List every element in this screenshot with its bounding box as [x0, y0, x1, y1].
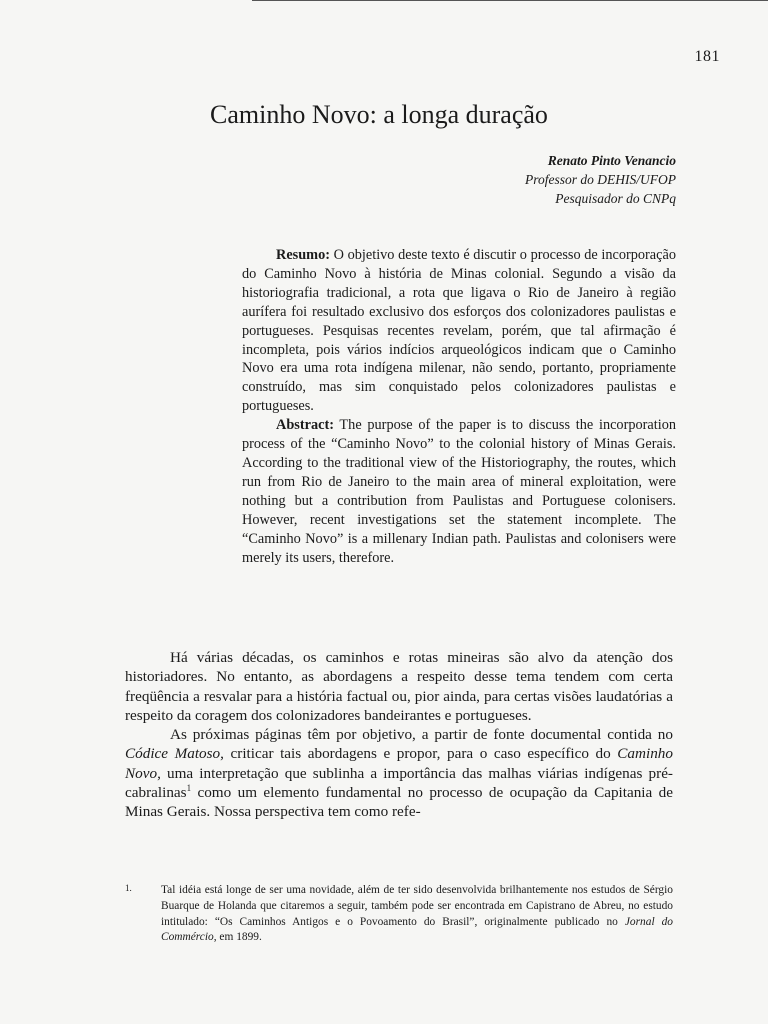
body-p2-part-a: As próximas páginas têm por objetivo, a partir de fonte documental contida no [170, 726, 673, 744]
body-p2-part-d: como um elemento fundamental no processo de ocupação da Capitania de Minas Gerais. Nossa perspectiva tem como refe- [125, 784, 673, 821]
author-block [525, 151, 676, 208]
author-name: Renato Pinto Venancio [547, 153, 676, 168]
footnote-number: 1. [125, 883, 132, 893]
footnote-journal-italic: Jornal do Commércio [161, 915, 673, 944]
abstract-block [242, 246, 676, 567]
body-paragraph-1: Há várias décadas, os caminhos e rotas mineiras são alvo da atenção dos historiadores. No entanto, as abordagens a respeito desse tema tendem com certa freqüência a resvalar para a história factual ou, pior ainda, para certas visões laudatórias a respeito da coragem dos colonizadores bandeirantes e portugueses. [125, 649, 673, 724]
author-affiliation-2: Pesquisador do CNPq [555, 191, 676, 206]
footnote [125, 883, 673, 946]
top-rule [252, 0, 768, 1]
author-affiliation-1: Professor do DEHIS/UFOP [525, 172, 676, 187]
body-p2-part-c: , uma interpretação que sublinha a importância das malhas viárias indígenas pré-cabralinas [125, 764, 673, 802]
resumo-paragraph [242, 246, 676, 416]
footnote-text-b: , em 1899. [213, 931, 262, 944]
body-p2-part-b: , criticar tais abordagens e propor, para o caso específico do [220, 745, 618, 763]
body-text [125, 648, 673, 822]
footnote-text-a: Tal idéia está longe de ser uma novidade, além de ter sido desenvolvida brilhantemente nos estudos de Sérgio Buarque de Holanda que citaremos a seguir, também pode ser encontrada em Capistrano de Abreu, no estudo intitulado: “Os Caminhos Antigos e o Povoamento do Brasil”, originalmente publicado no [161, 884, 673, 928]
codice-matoso-italic: Códice Matoso [125, 745, 221, 763]
footnote-reference[interactable]: 1 [186, 783, 192, 794]
resumo-heading: Resumo: [276, 247, 331, 263]
abstract-text: The purpose of the paper is to discuss the incorporation process of the “Caminho Novo” to the colonial history of Minas Gerais. According to the traditional view of the Historiography, the routes, which run from Rio de Janeiro to the main area of mineral exploitation, were nothing but a contribution from Paulistas and Portuguese colonisers. However, recent investigations set the statement incomplete. The “Caminho Novo” is a millenary Indian path. Paulistas and colonisers were merely its users, therefore. [242, 417, 676, 566]
body-paragraph-2 [125, 725, 673, 821]
article-title: Caminho Novo: a longa duração [210, 100, 548, 129]
resumo-text: O objetivo deste texto é discutir o processo de incorporação do Caminho Novo à história de Minas colonial. Segundo a visão da historiografia tradicional, a rota que ligava o Rio de Janeiro à região aurífera foi resultado exclusivo dos esforços dos colonizadores paulistas e portugueses. Pesquisas recentes revelam, porém, que tal afirmação é incompleta, pois vários indícios arqueológicos indicam que o Caminho Novo era uma rota indígena milenar, não sendo, portanto, propriamente construído, mas sim conquistado pelos colonizadores paulistas e portugueses. [242, 247, 676, 415]
caminho-novo-italic: Caminho Novo [125, 745, 673, 782]
page-number: 181 [694, 48, 720, 65]
abstract-paragraph [242, 416, 676, 567]
footnote-text [161, 883, 673, 946]
abstract-heading: Abstract: [276, 417, 334, 434]
